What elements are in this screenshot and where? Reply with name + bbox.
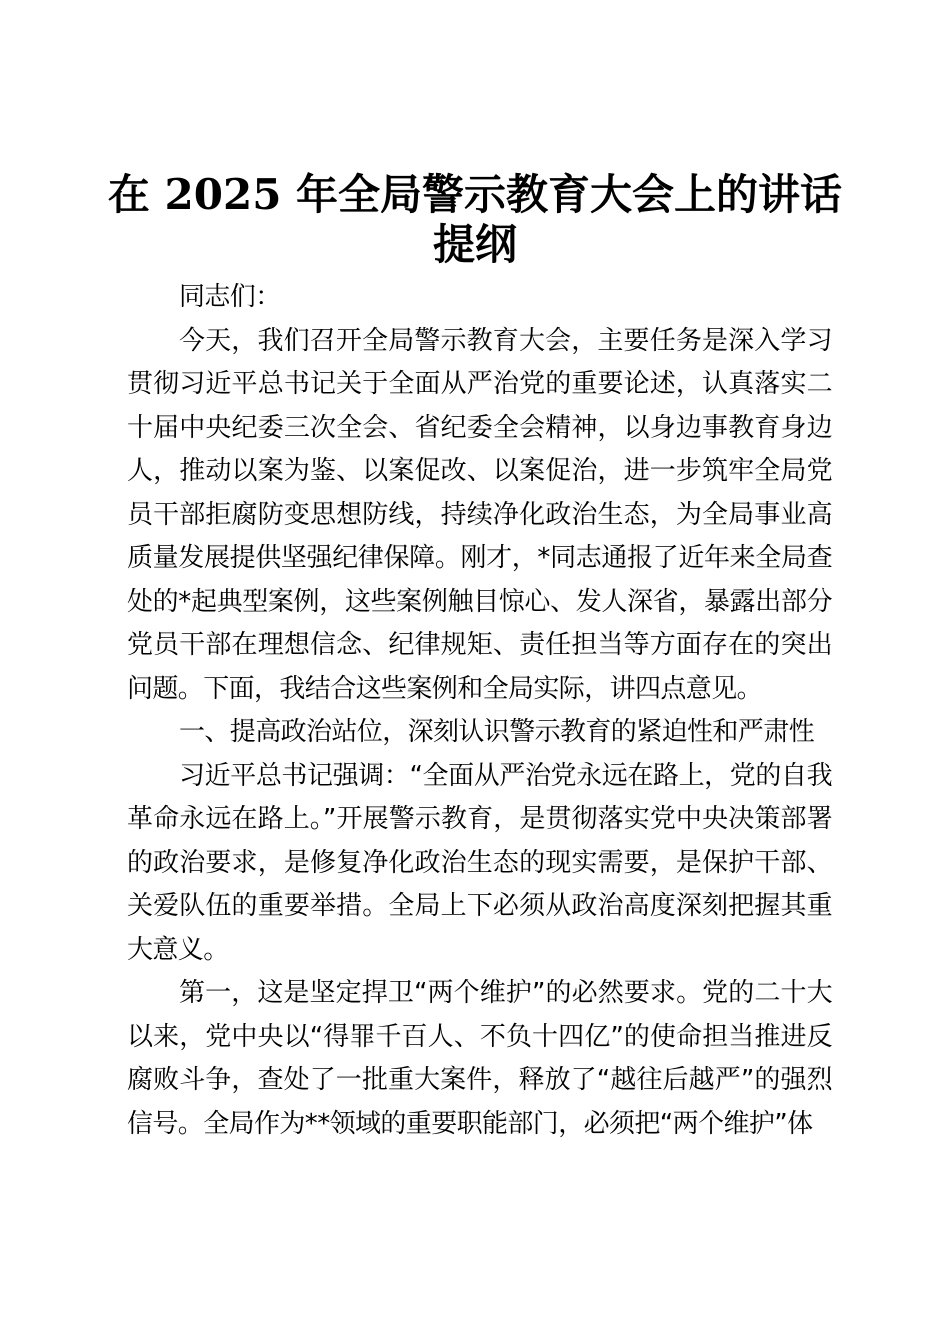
document-body [127, 276, 832, 1146]
intro-paragraph: 今天，我们召开全局警示教育大会，主要任务是深入学习贯彻习近平总书记关于全面从严治党的重要论述，认真落实二十届中央纪委三次全会、省纪委全会精神，以身边事教育身边人，推动以案为鉴、以案促改、以案促治，进一步筑牢全局党员干部拒腐防变思想防线，持续净化政治生态，为全局事业高质量发展提供坚强纪律保障。刚才，*同志通报了近年来全局查处的*起典型案例，这些案例触目惊心、发人深省，暴露出部分党员干部在理想信念、纪律规矩、责任担当等方面存在的突出问题。下面，我结合这些案例和全局实际，讲四点意见。 [127, 325, 832, 704]
document-title-line-1: 在 2025 年全局警示教育大会上的讲话 [107, 170, 843, 219]
section-1-paragraph: 习近平总书记强调：“全面从严治党永远在路上，党的自我革命永远在路上。”开展警示教育，是贯彻落实党中央决策部署的政治要求，是修复净化政治生态的现实需要，是保护干部、关爱队伍的重要举措。全局上下必须从政治高度深刻把握其重大意义。 [127, 760, 832, 965]
section-heading-1: 一、提高政治站位，深刻认识警示教育的紧迫性和严肃性 [179, 717, 815, 747]
section-1-point-1: 第一，这是坚定捍卫“两个维护”的必然要求。党的二十大以来，党中央以“得罪千百人、不负十四亿”的使命担当推进反腐败斗争，查处了一批重大案件，释放了“越往后越严”的强烈信号。全局作为**领域的重要职能部门，必须把“两个维护”体 [127, 978, 832, 1139]
salutation: 同志们： [179, 282, 281, 312]
document-title-line-2: 提纲 [432, 220, 517, 269]
